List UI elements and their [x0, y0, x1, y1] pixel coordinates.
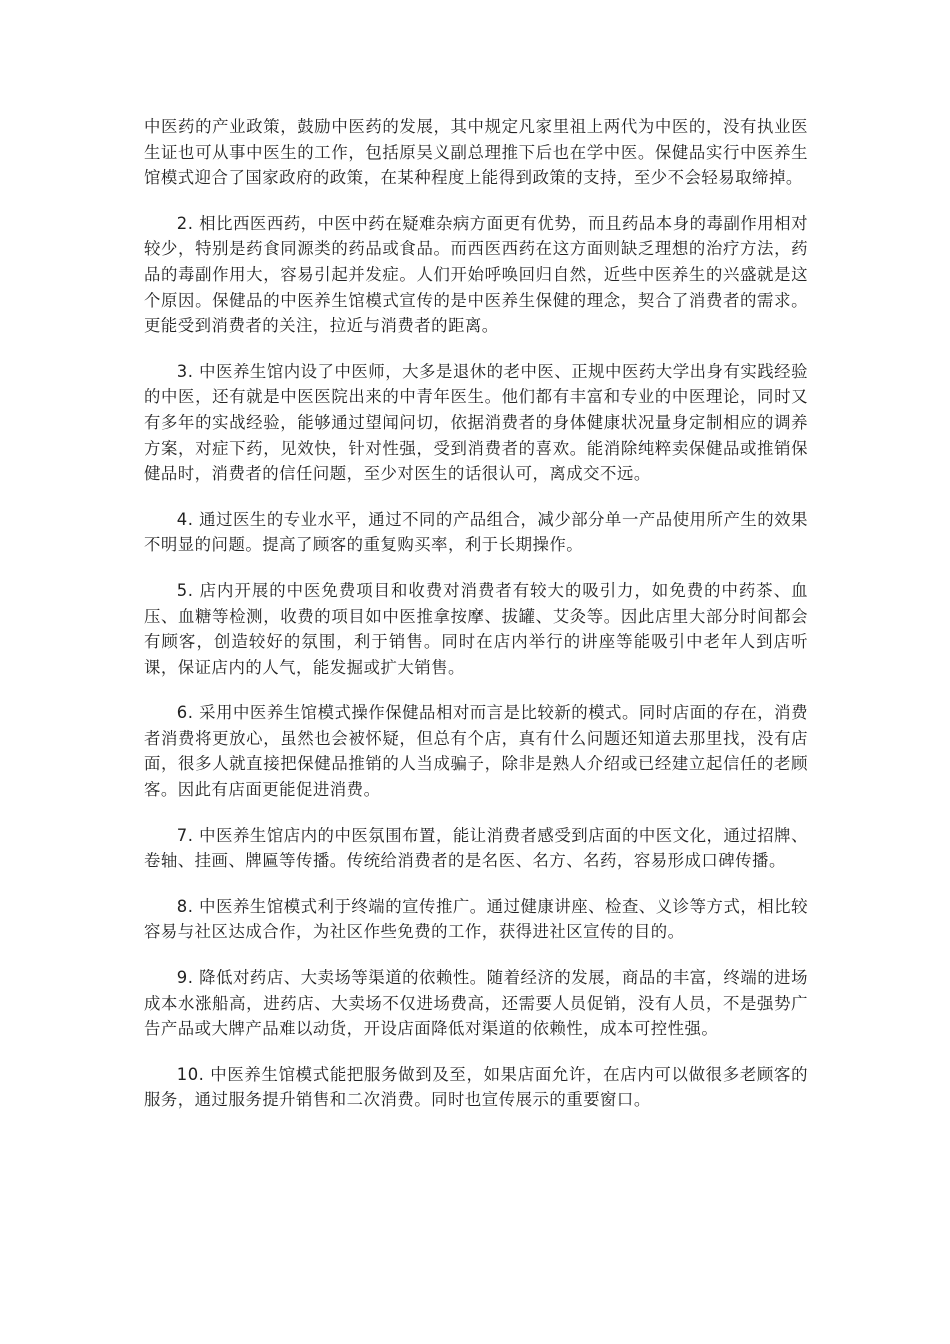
paragraph-point-8: 8. 中医养生馆模式利于终端的宣传推广。通过健康讲座、检查、义诊等方式，相比较容易与社区达成合作，为社区作些免费的工作，获得进社区宣传的目的。: [144, 896, 808, 942]
document-page: [144, 114, 808, 1133]
paragraph-point-5: 5. 店内开展的中医免费项目和收费对消费者有较大的吸引力，如免费的中药茶、血压、血糖等检测，收费的项目如中医推拿按摩、拔罐、艾灸等。因此店里大部分时间都会有顾客，创造较好的氛围，利于销售。同时在店内举行的讲座等能吸引中老年人到店听课，保证店内的人气，能发掘或扩大销售。: [144, 580, 808, 677]
paragraph-point-7: 7. 中医养生馆店内的中医氛围布置，能让消费者感受到店面的中医文化，通过招牌、卷轴、挂画、牌匾等传播。传统给消费者的是名医、名方、名药，容易形成口碑传播。: [144, 825, 808, 871]
paragraph-point-10: 10. 中医养生馆模式能把服务做到及至，如果店面允许，在店内可以做很多老顾客的服务，通过服务提升销售和二次消费。同时也宣传展示的重要窗口。: [144, 1064, 808, 1110]
paragraph-point-3: 3. 中医养生馆内设了中医师，大多是退休的老中医、正规中医药大学出身有实践经验的中医，还有就是中医医院出来的中青年医生。他们都有丰富和专业的中医理论，同时又有多年的实战经验，能够通过望闻问切，依据消费者的身体健康状况量身定制相应的调养方案，对症下药，见效快，针对性强，受到消费者的喜欢。能消除纯粹卖保健品或推销保健品时，消费者的信任问题，至少对医生的话很认可，离成交不远。: [144, 361, 808, 484]
paragraph-intro: 中医药的产业政策，鼓励中医药的发展，其中规定凡家里祖上两代为中医的，没有执业医生证也可从事中医生的工作，包括原吴义副总理推下后也在学中医。保健品实行中医养生馆模式迎合了国家政府的政策，在某种程度上能得到政策的支持，至少不会轻易取缔掉。: [144, 117, 808, 188]
paragraph-point-2: 2. 相比西医西药，中医中药在疑难杂病方面更有优势，而且药品本身的毒副作用相对较少，特别是药食同源类的药品或食品。而西医西药在这方面则缺乏理想的治疗方法，药品的毒副作用大，容易引起并发症。人们开始呼唤回归自然，近些中医养生的兴盛就是这个原因。保健品的中医养生馆模式宣传的是中医养生保健的理念，契合了消费者的需求。更能受到消费者的关注，拉近与消费者的距离。: [144, 213, 808, 336]
paragraph-point-6: 6. 采用中医养生馆模式操作保健品相对而言是比较新的模式。同时店面的存在，消费者消费将更放心，虽然也会被怀疑，但总有个店，真有什么问题还知道去那里找，没有店面，很多人就直接把保健品推销的人当成骗子，除非是熟人介绍或已经建立起信任的老顾客。因此有店面更能促进消费。: [144, 703, 808, 800]
paragraph-point-9: 9. 降低对药店、大卖场等渠道的依赖性。随着经济的发展，商品的丰富，终端的进场成本水涨船高，进药店、大卖场不仅进场费高，还需要人员促销，没有人员，不是强势广告产品或大牌产品难以动货，开设店面降低对渠道的依赖性，成本可控性强。: [144, 968, 808, 1039]
paragraph-point-4: 4. 通过医生的专业水平，通过不同的产品组合，减少部分单一产品使用所产生的效果不明显的问题。提高了顾客的重复购买率，利于长期操作。: [144, 509, 808, 555]
